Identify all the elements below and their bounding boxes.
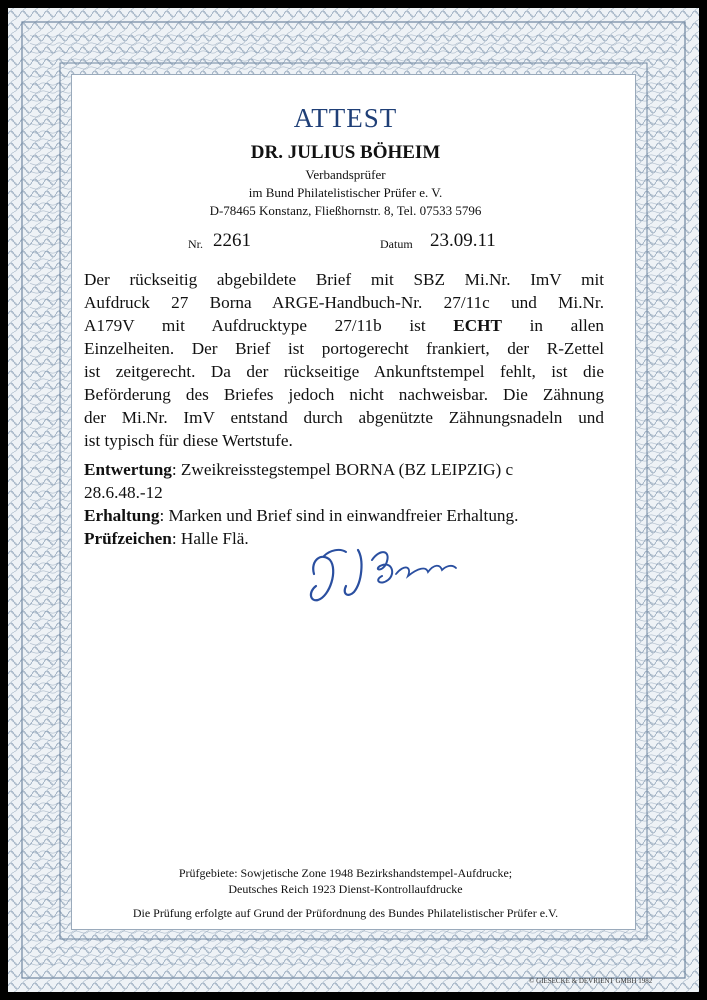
pruefzeichen-value: : Halle Flä. xyxy=(171,529,249,548)
certificate-number: 2261 xyxy=(213,230,251,251)
erhaltung-value: : Marken und Brief sind in einwandfreier Erhaltung. xyxy=(159,506,519,525)
attest-body xyxy=(84,268,604,452)
date-label: Datum xyxy=(380,237,413,251)
body-text: in allen xyxy=(501,316,604,335)
printer-imprint: © GIESECKE & DEVRIENT GMBH 1982 xyxy=(529,977,653,985)
examination-basis: Die Prüfung erfolgte auf Grund der Prüfordnung des Bundes Philatelistischer Prüfer e.V. xyxy=(132,906,559,920)
number-label: Nr. xyxy=(188,237,203,251)
entwertung-label: Entwertung xyxy=(84,460,172,479)
entwertung-value: : Zweikreisstegstempel BORNA (BZ LEIPZIG) c xyxy=(171,460,514,479)
body-line: ist typisch für diese Wertstufe. xyxy=(84,431,293,450)
handwritten-signature xyxy=(300,530,500,610)
examiner-name: DR. JULIUS BÖHEIM xyxy=(250,142,441,163)
erhaltung-label: Erhaltung xyxy=(84,506,160,525)
entwertung-row xyxy=(84,458,604,481)
pruefgebiete-line-1: Prüfgebiete: Sowjetische Zone 1948 Bezirkshandstempel-Aufdrucke; xyxy=(178,866,513,880)
body-line: Beförderung des Briefes jedoch nicht nachweisbar. Die Zähnung xyxy=(84,385,604,404)
certificate-date: 23.09.11 xyxy=(430,230,496,251)
erhaltung-row xyxy=(84,504,604,527)
pruefzeichen-label: Prüfzeichen xyxy=(84,529,172,548)
examiner-association: im Bund Philatelistischer Prüfer e. V. xyxy=(248,185,443,200)
body-line: der Mi.Nr. ImV entstand durch abgenützte Zähnungsnadeln und xyxy=(84,408,604,427)
body-line: ist zeitgerecht. Da der rückseitige Ankunftstempel fehlt, ist die xyxy=(84,362,604,381)
entwertung-value-cont: 28.6.48.-12 xyxy=(84,483,163,502)
pruefgebiete-line-2: Deutsches Reich 1923 Dienst-Kontrollaufdrucke xyxy=(228,882,463,896)
body-line xyxy=(84,314,604,337)
certificate-title: ATTEST xyxy=(293,103,398,133)
body-line: Aufdruck 27 Borna ARGE-Handbuch-Nr. 27/11c und Mi.Nr. xyxy=(84,293,604,312)
body-text: A179V mit Aufdrucktype 27/11b ist xyxy=(84,316,454,335)
examiner-role: Verbandsprüfer xyxy=(305,167,386,182)
examiner-address: D-78465 Konstanz, Fließhornstr. 8, Tel. 07533 5796 xyxy=(209,203,482,218)
genuine-verdict: ECHT xyxy=(453,316,502,335)
body-line: Der rückseitig abgebildete Brief mit SBZ Mi.Nr. ImV mit xyxy=(84,270,604,289)
body-line: Einzelheiten. Der Brief ist portogerecht frankiert, der R-Zettel xyxy=(84,339,604,358)
